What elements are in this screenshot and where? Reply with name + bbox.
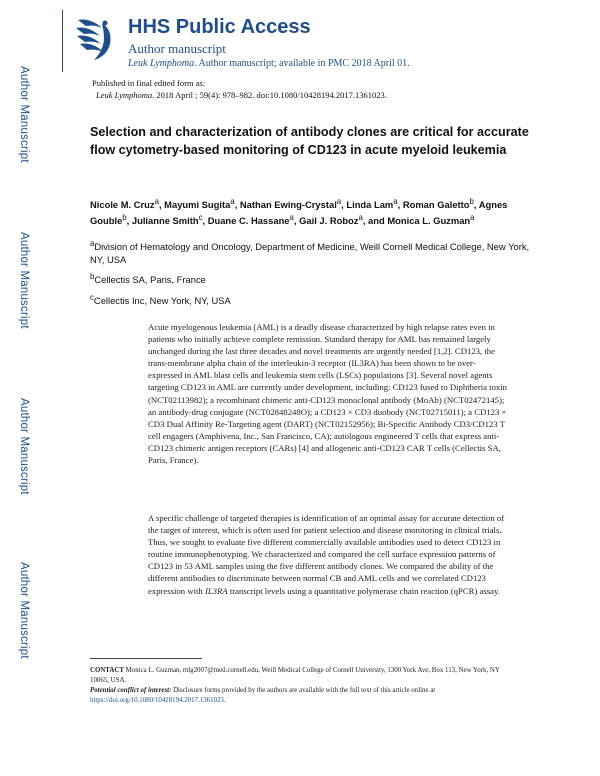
author-name: Nathan Ewing-Crystal <box>239 199 337 211</box>
author-affiliation-marker: b <box>469 197 474 206</box>
author-affiliation-marker: a <box>336 197 342 206</box>
author-affiliation-marker: a <box>393 197 398 206</box>
affiliation-b <box>90 270 530 286</box>
contact-footnote <box>90 666 520 685</box>
author-affiliation-marker: c <box>198 213 203 223</box>
author-list: Nicole M. Cruz$^a$, Mayumi Sugita$^a$, Nathan Ewing-Crystal$^a$, Linda Lam$^a$, Roman Galetto$^b$, Agnes Gouble$^b$, Julianne Smith$^c$, Duane C. Hassane$^a$, Gail J. Roboz$^a$, and Monica L. Guzman$^a$ <box>90 197 508 227</box>
publication-citation <box>96 90 387 100</box>
paragraph-text-part: A specific challenge of targeted therapies is identification of an optimal assay for accurate detection of the target of interest, which is often used for patient selection and disease monitoring in clinical trials. Thus, we sought to evaluate five different commercially available antibodies used to detect CD123 in routine immunophenotyping. We characterized and compared the cell surface expression patterns of CD123 in 53 AML samples using the five different antibody clones. We compared the ability of the different antibodies to discriminate between normal CB and AML cells and we correlated CD123 expression with <box>148 513 505 596</box>
side-label: Author Manuscript <box>18 232 30 329</box>
author-affiliation-marker: a <box>289 213 294 223</box>
paragraph-text: Acute myelogenous leukemia (AML) is a deadly disease characterized by high relapse rates even in patients who initially achieve complete remission. Standard therapy for AML has remained largely unchanged during the last three decades and novel treatments are urgently needed [1,2]. CD123, the trans-membrane alpha chain of the interleukin-3 receptor (IL3RA) has been shown to be over-expressed in AML blast cells and leukemia stem cells (LSCs) populations [3]. Several novel agents targeting CD123 in AML are currently under development, including: CD123 fused to Diphtheria toxin (NCT02113982); a recombinant chimeric anti-CD123 monoclonal antibody (MoAb) (NCT02472145); an antibody-drug conjugate (NCT02848248O); a CD123 × CD3 duobody (NCT02715011); a CD123 × CD3 Dual Affinity Re-Targeting agent (DART) (NCT02152956); Bi-Specific Antibody CD3/CD123 T cell engagers (Amphivena, Inc., San Francisco, CA); autologous engineered T cells that express anti-CD123 chimeric antigen receptors (CARs) [4] and allogeneic anti-CD123 CAR T cells (Cellectis SA, Paris, France). <box>148 322 508 466</box>
author-manuscript-sidebar <box>0 0 40 776</box>
author-name: Mayumi Sugita <box>164 199 231 211</box>
published-label: Published in final edited form as: <box>92 78 206 88</box>
paragraph-text-part: transcript levels using a quantitative polymerase chain reaction (qPCR) assay. <box>227 585 500 596</box>
header-divider <box>62 10 63 72</box>
conflict-text: Disclosure forms provided by the authors are available with the full text of this article online at <box>171 687 436 694</box>
affiliation-c <box>90 291 530 307</box>
author-affiliation-marker: a <box>230 197 235 206</box>
gene-name: IL3RA <box>204 585 228 596</box>
author-name: Julianne Smith <box>131 215 199 227</box>
side-label: Author Manuscript <box>18 398 30 495</box>
affiliation-a <box>90 237 530 266</box>
affiliation-text: Cellectis Inc, New York, NY, USA <box>93 295 231 307</box>
author-affiliation-marker: a <box>470 213 475 223</box>
side-label: Author Manuscript <box>18 562 30 659</box>
paragraph-text <box>148 512 508 597</box>
hhs-eagle-logo-icon <box>72 14 114 62</box>
author-manuscript-label: Author manuscript <box>128 41 226 56</box>
abstract-paragraph-1 <box>148 321 508 466</box>
author-name: Gail J. Roboz <box>299 215 359 227</box>
abstract-paragraph-2 <box>148 512 508 597</box>
author-affiliation-marker: a <box>358 213 363 223</box>
affiliation-text: Division of Hematology and Oncology, Department of Medicine, Weill Cornell Medical College, New York, NY, USA <box>90 241 530 266</box>
author-name: Duane C. Hassane <box>207 215 290 227</box>
affiliation-marker: b <box>90 272 95 281</box>
availability-line <box>128 58 410 69</box>
author-affiliation-marker: a <box>154 197 159 206</box>
availability-text: . Author manuscript; available in PMC 2018 April 01. <box>194 58 410 69</box>
citation-details: . 2018 April ; 59(4): 978–982. doi:10.1080/10428194.2017.1361023. <box>152 90 387 100</box>
author-name: Linda Lam <box>346 199 394 211</box>
affiliation-marker: c <box>90 293 94 302</box>
author-name: Monica L. Guzman <box>387 215 471 227</box>
author-affiliation-marker: b <box>122 213 127 223</box>
journal-name: Leuk Lymphoma <box>128 58 195 69</box>
conflict-footnote <box>90 686 520 705</box>
author-name: Roman Galetto <box>402 199 470 211</box>
affiliation-text: Cellectis SA, Paris, France <box>94 274 206 286</box>
side-label: Author Manuscript <box>18 66 30 163</box>
contact-label: CONTACT <box>90 667 124 674</box>
citation-journal: Leuk Lymphoma <box>96 90 153 100</box>
doi-link[interactable]: https://doi.org/10.1080/10428194.2017.1361023. <box>90 696 226 704</box>
author-name: Agnes Gouble <box>90 199 508 227</box>
footnote-rule <box>90 658 202 659</box>
conflict-label: Potential conflict of interest: <box>90 687 172 694</box>
affiliation-marker: a <box>90 239 95 248</box>
hhs-public-access-title: HHS Public Access <box>128 16 311 38</box>
article-title: Selection and characterization of antibody clones are critical for accurate flow cytometry-based monitoring of CD123 in acute myeloid leukemia <box>90 125 529 157</box>
contact-text: Monica L. Guzman, mlg2007@med.cornell.edu, Weill Medical College of Cornell University, 1300 York Ave, Box 113, New York, NY 10065, USA. <box>90 667 500 684</box>
author-name: Nicole M. Cruz <box>90 199 155 211</box>
